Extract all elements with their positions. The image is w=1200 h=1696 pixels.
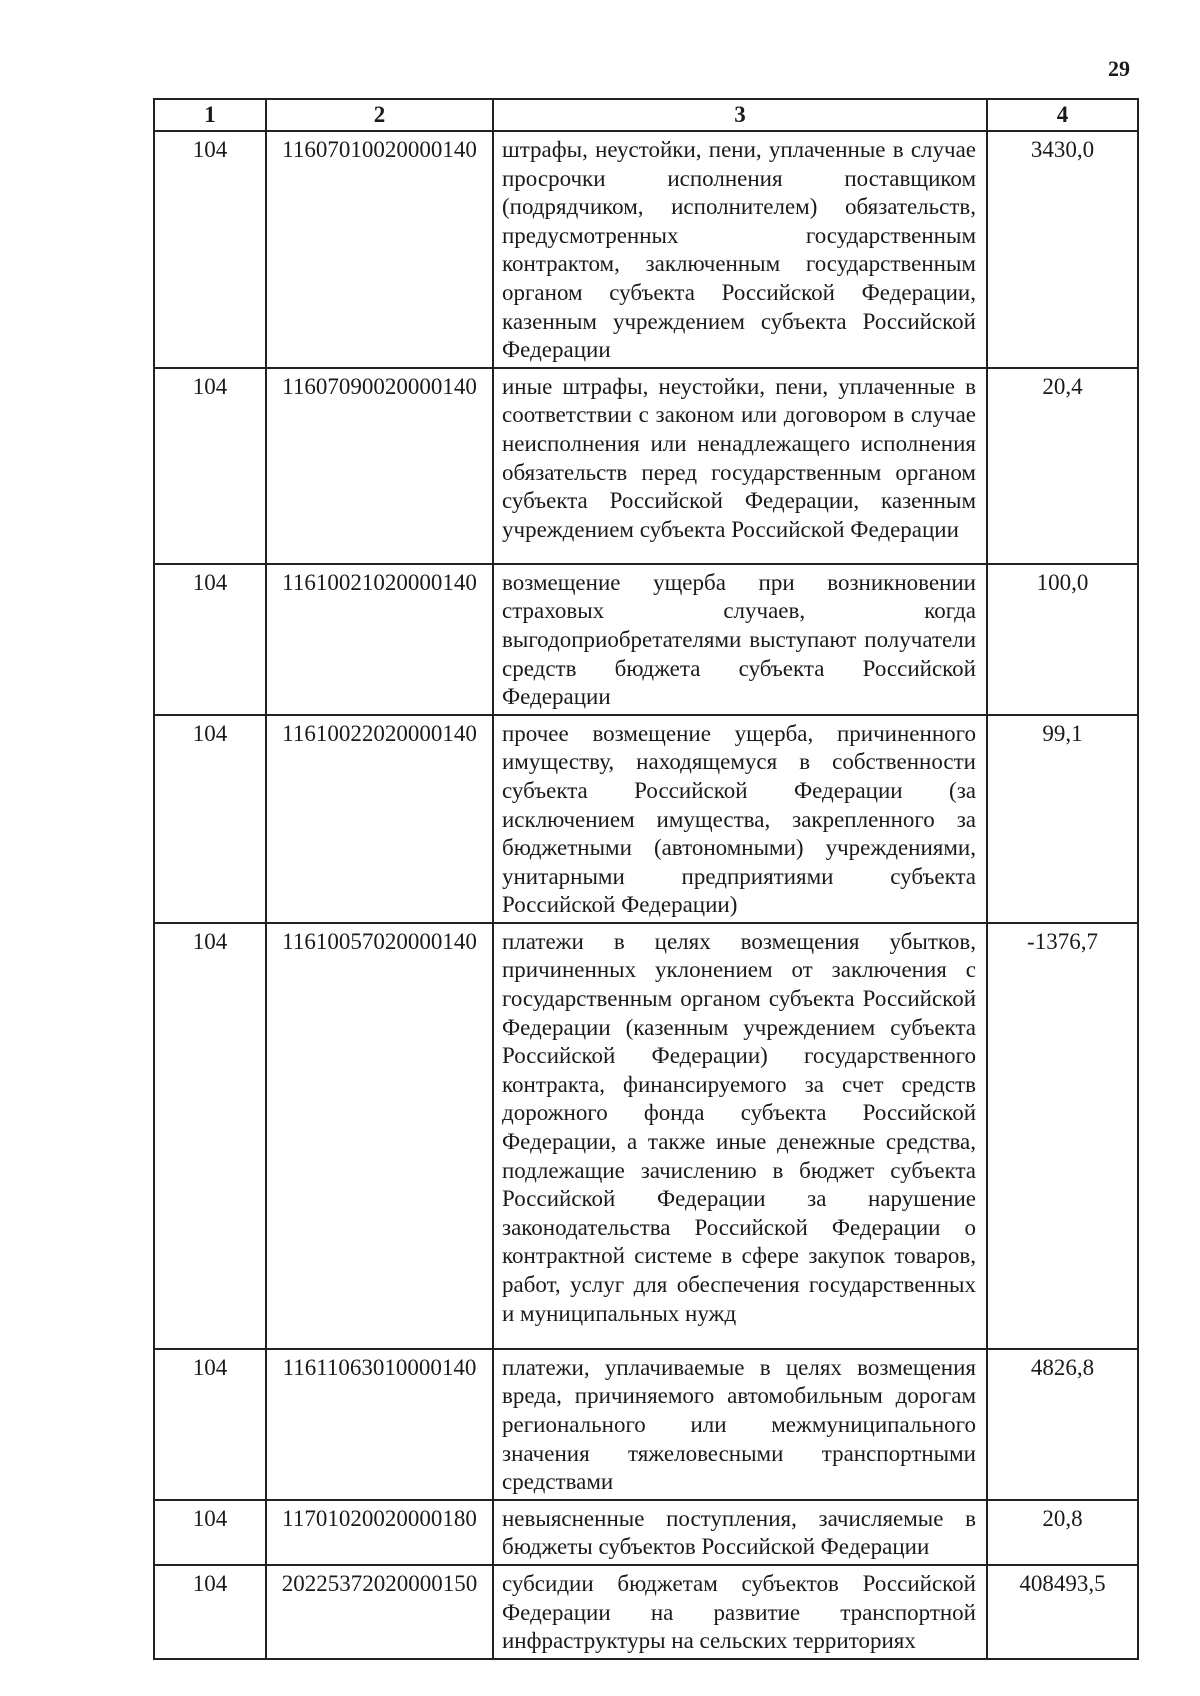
description-cell: невыясненные поступления, зачисляемые в бюджеты субъектов Российской Федерации <box>493 1500 987 1565</box>
budget-code-cell: 11610021020000140 <box>266 564 493 715</box>
admin-code-cell: 104 <box>154 1565 266 1659</box>
description-cell: штрафы, неустойки, пени, уплаченные в случае просрочки исполнения поставщиком (подрядчиком, исполнителем) обязательств, предусмотренных государственным контрактом, заключенным государственным органом субъекта Российской Федерации, казенным учреждением субъекта Российской Федерации <box>493 131 987 368</box>
budget-code-cell: 11610022020000140 <box>266 715 493 923</box>
column-header-2: 2 <box>266 99 493 131</box>
description-cell: возмещение ущерба при возникновении страховых случаев, когда выгодоприобретателями выступают получатели средств бюджета субъекта Российской Федерации <box>493 564 987 715</box>
table-header-row <box>154 99 1138 131</box>
amount-cell: -1376,7 <box>987 923 1138 1349</box>
description-cell: прочее возмещение ущерба, причиненного имуществу, находящемуся в собственности субъекта Российской Федерации (за исключением имущества, закрепленного за бюджетными (автономными) учреждениями, унитарными предприятиями субъекта Российской Федерации) <box>493 715 987 923</box>
admin-code-cell: 104 <box>154 923 266 1349</box>
page-number: 29 <box>1108 56 1130 81</box>
amount-cell: 20,4 <box>987 368 1138 564</box>
budget-code-cell: 11610057020000140 <box>266 923 493 1349</box>
column-header-3: 3 <box>493 99 987 131</box>
description-cell: платежи в целях возмещения убытков, причиненных уклонением от заключения с государственным органом субъекта Российской Федерации (казенным учреждением субъекта Российской Федерации) государственного контракта, финансируемого за счет средств дорожного фонда субъекта Российской Федерации, а также иные денежные средства, подлежащие зачислению в бюджет субъекта Российской Федерации за нарушение законодательства Российской Федерации о контрактной системе в сфере закупок товаров, работ, услуг для обеспечения государственных и муниципальных нужд <box>493 923 987 1349</box>
amount-cell: 408493,5 <box>987 1565 1138 1659</box>
admin-code-cell: 104 <box>154 1500 266 1565</box>
table-row <box>154 1500 1138 1565</box>
admin-code-cell: 104 <box>154 1349 266 1500</box>
admin-code-cell: 104 <box>154 131 266 368</box>
admin-code-cell: 104 <box>154 564 266 715</box>
revenue-table <box>153 98 1139 1660</box>
table-row <box>154 923 1138 1349</box>
table-row <box>154 715 1138 923</box>
column-header-1: 1 <box>154 99 266 131</box>
column-header-4: 4 <box>987 99 1138 131</box>
budget-code-cell: 20225372020000150 <box>266 1565 493 1659</box>
description-cell: платежи, уплачиваемые в целях возмещения вреда, причиняемого автомобильным дорогам регионального или межмуниципального значения тяжеловесными транспортными средствами <box>493 1349 987 1500</box>
table-row <box>154 368 1138 564</box>
description-cell: иные штрафы, неустойки, пени, уплаченные в соответствии с законом или договором в случае неисполнения или ненадлежащего исполнения обязательств перед государственным органом субъекта Российской Федерации, казенным учреждением субъекта Российской Федерации <box>493 368 987 564</box>
amount-cell: 100,0 <box>987 564 1138 715</box>
amount-cell: 4826,8 <box>987 1349 1138 1500</box>
table-row <box>154 564 1138 715</box>
admin-code-cell: 104 <box>154 368 266 564</box>
budget-code-cell: 11607010020000140 <box>266 131 493 368</box>
admin-code-cell: 104 <box>154 715 266 923</box>
budget-code-cell: 11701020020000180 <box>266 1500 493 1565</box>
table-row <box>154 131 1138 368</box>
table-row <box>154 1349 1138 1500</box>
table-row <box>154 1565 1138 1659</box>
description-cell: субсидии бюджетам субъектов Российской Федерации на развитие транспортной инфраструктуры на сельских территориях <box>493 1565 987 1659</box>
budget-code-cell: 11607090020000140 <box>266 368 493 564</box>
amount-cell: 99,1 <box>987 715 1138 923</box>
budget-code-cell: 11611063010000140 <box>266 1349 493 1500</box>
amount-cell: 20,8 <box>987 1500 1138 1565</box>
amount-cell: 3430,0 <box>987 131 1138 368</box>
